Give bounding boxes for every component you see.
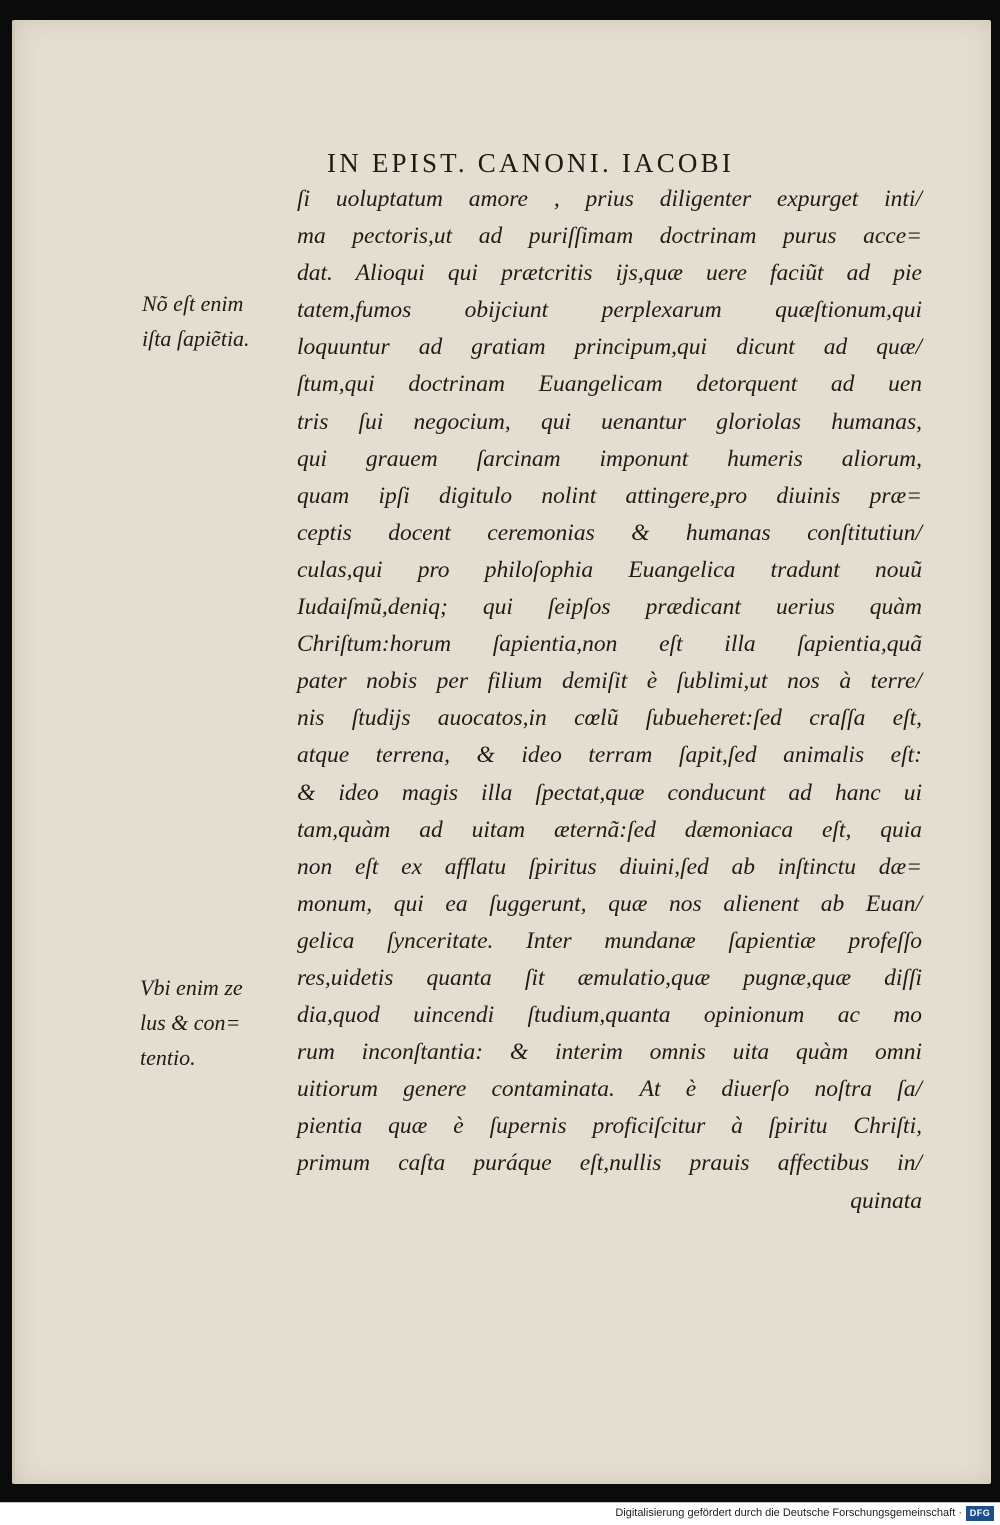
text-line: ſi uoluptatum amore , prius diligenter expurget inti/ [297, 186, 922, 212]
text-line: loquuntur ad gratiam principum,qui dicunt ad quæ/ [297, 334, 922, 361]
running-head: IN EPIST. CANONI. IACOBI [327, 148, 735, 178]
marginal-note-line: tentio. [140, 1045, 196, 1070]
dfg-logo: DFG [966, 1506, 994, 1521]
text-line: quam ipſi digitulo nolint attingere,pro diuinis præ= [297, 482, 922, 509]
text-line: pientia quæ è ſupernis proficiſcitur à ſpiritu Chriſti, [297, 1113, 922, 1140]
text-line: dia,quod uincendi ſtudium,quanta opinionum ac mo [297, 1002, 922, 1029]
funding-credit: Digitalisierung gefördert durch die Deutsche Forschungsgemeinschaft · [615, 1507, 962, 1519]
footer-bar [0, 1502, 1000, 1525]
text-line: ceptis docent ceremonias & humanas conſtitutiun/ [297, 519, 922, 546]
marginal-note-line: lus & con= [140, 1010, 241, 1035]
text-line: Iudaiſmũ,deniq; qui ſeipſos prædicant uerius quàm [297, 594, 922, 621]
text-line: & ideo magis illa ſpectat,quæ conducunt ad hanc ui [297, 779, 922, 806]
text-line: Chriſtum:horum ſapientia,non eſt illa ſapientia,quã [297, 631, 922, 658]
marginal-note-line: iſta ſapiẽtia. [142, 326, 250, 351]
text-line: gelica ſynceritate. Inter mundanæ ſapientiæ profeſſo [297, 927, 922, 954]
text-line: uitiorum genere contaminata. At è diuerſo noſtra ſa/ [297, 1076, 922, 1103]
text-line: atque terrena, & ideo terram ſapit,ſed animalis eſt: [297, 742, 922, 769]
text-line: monum, qui ea ſuggerunt, quæ nos alienent ab Euan/ [297, 890, 922, 917]
text-line: ſtum,qui doctrinam Euangelicam detorquent ad uen [297, 371, 922, 398]
text-line: res,uidetis quanta ſit æmulatio,quæ pugnæ,quæ diſſi [297, 964, 922, 991]
text-line: tris ſui negocium, qui uenantur gloriolas humanas, [297, 408, 922, 435]
text-line: pater nobis per filium demiſit è ſublimi,ut nos à terre/ [297, 668, 922, 695]
text-line: tatem,fumos obijciunt perplexarum quæſtionum,qui [297, 297, 922, 324]
text-line: nis ſtudijs auocatos,in cœlũ ſubueheret:ſed craſſa eſt, [297, 705, 922, 732]
marginal-note [140, 970, 243, 1075]
text-line-catchword: quinata [850, 1187, 922, 1214]
marginal-note-line: Vbi enim ze [140, 975, 243, 1000]
text-line: tam,quàm ad uitam æternã:ſed dæmoniaca eſt, quia [297, 816, 922, 843]
marginal-note [142, 286, 250, 356]
marginal-note-line: Nõ eſt enim [142, 291, 244, 316]
text-line: culas,qui pro philoſophia Euangelica tradunt nouũ [297, 556, 922, 583]
text-line: rum inconſtantia: & interim omnis uita quàm omni [297, 1039, 922, 1066]
text-line: dat. Alioqui qui prætcritis ijs,quæ uere faciũt ad pie [297, 260, 922, 287]
text-line: ma pectoris,ut ad puriſſimam doctrinam purus acce= [297, 223, 922, 250]
text-line: non eſt ex afflatu ſpiritus diuini,ſed ab inſtinctu dæ= [297, 853, 922, 880]
text-line: primum caſta puráque eſt,nullis prauis affectibus in/ [297, 1150, 922, 1177]
text-line: qui grauem ſarcinam imponunt humeris aliorum, [297, 445, 922, 472]
body-text [297, 181, 922, 1220]
